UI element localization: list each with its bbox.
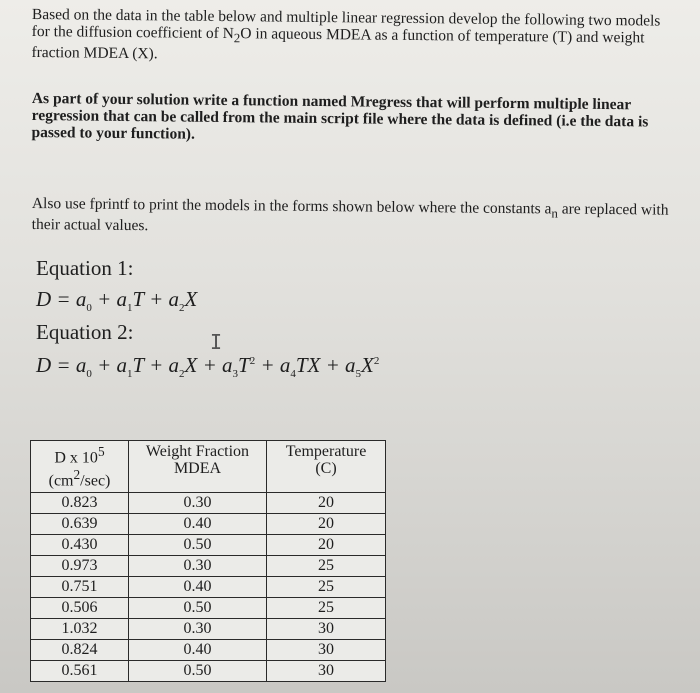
- cell-temp: 30: [267, 660, 386, 681]
- instruction-paragraph: As part of your solution write a function named Mregress that will perform multiple linear regression that can be called from the main script file where the data is defined (i.e the data is passed to your function).: [31, 90, 649, 143]
- cell-weight: 0.30: [129, 618, 267, 639]
- cell-weight: 0.30: [129, 555, 267, 576]
- table-row: [31, 555, 386, 576]
- equation-2-formula: $D = a_0 + a_1T + a_2X + a_3T^2 + a_4TX + a_5X^2$: [36, 353, 380, 381]
- equation-1-formula: $D = a_0 + a_1T + a_2X$: [36, 287, 198, 315]
- table-row: [31, 639, 386, 660]
- cell-temp: 30: [267, 639, 386, 660]
- intro-paragraph: [31, 6, 682, 68]
- table-row: [31, 534, 386, 555]
- cell-diffusion: 0.639: [31, 513, 129, 534]
- table-header-row: [31, 441, 386, 493]
- cell-diffusion: 0.823: [31, 492, 129, 513]
- table-row: [31, 660, 386, 681]
- header-temp-line1: Temperature: [285, 443, 367, 460]
- cell-temp: 25: [267, 576, 386, 597]
- cell-diffusion: 0.751: [31, 576, 129, 597]
- cell-temp: 20: [267, 534, 386, 555]
- table-row: [31, 618, 386, 639]
- equation-2-label: Equation 2:: [36, 320, 134, 344]
- cell-weight: 0.40: [129, 513, 267, 534]
- cell-weight: 0.50: [129, 597, 267, 618]
- cell-temp: 20: [267, 492, 386, 513]
- printf-text-a: Also use fprintf to print the models in the forms shown below where the constants a: [31, 195, 552, 218]
- header-diffusion-line1: D x 10: [54, 449, 98, 467]
- header-diffusion: [31, 441, 129, 493]
- printf-paragraph: [32, 195, 682, 240]
- diffusion-data-table: [30, 440, 386, 682]
- intro-text-b: O in aqueous MDEA as a function of temperature (T) and weight fraction MDEA (X).: [31, 25, 645, 63]
- header-diffusion-unit-b: /sec): [80, 472, 111, 490]
- table-row: [31, 597, 386, 618]
- printf-text-b: are replaced with their actual values.: [31, 200, 669, 235]
- cell-weight: 0.50: [129, 534, 267, 555]
- header-weight-line1: Weight Fraction: [145, 443, 250, 460]
- text-cursor-icon: I: [210, 330, 223, 354]
- header-diffusion-unit-a: (cm: [48, 472, 74, 490]
- cell-diffusion: 0.506: [31, 597, 129, 618]
- header-diffusion-unit-exp: 2: [73, 467, 81, 483]
- table-row: [31, 492, 386, 513]
- cell-weight: 0.40: [129, 639, 267, 660]
- intro-text-a: Based on the data in the table below and multiple linear regression develop the following two models for the diffusion coefficient of N: [31, 6, 661, 43]
- cell-diffusion: 0.973: [31, 555, 129, 576]
- cell-temp: 25: [267, 597, 386, 618]
- header-diffusion-exp: 5: [97, 444, 105, 459]
- cell-temp: 25: [267, 555, 386, 576]
- an-subscript: n: [551, 205, 558, 221]
- cell-weight: 0.30: [129, 492, 267, 513]
- table-row: [31, 576, 386, 597]
- cell-diffusion: 0.561: [31, 660, 129, 681]
- n2o-subscript: 2: [233, 30, 241, 46]
- table-row: [31, 513, 386, 534]
- header-temperature: [267, 441, 386, 493]
- equation-1-label: Equation 1:: [36, 256, 134, 280]
- cell-weight: 0.50: [129, 660, 267, 681]
- header-weight-fraction: [129, 441, 267, 493]
- header-temp-line2: (C): [315, 460, 337, 477]
- header-weight-line2: MDEA: [173, 460, 222, 477]
- cell-diffusion: 0.824: [31, 639, 129, 660]
- cell-weight: 0.40: [129, 576, 267, 597]
- cell-temp: 20: [267, 513, 386, 534]
- cell-diffusion: 0.430: [31, 534, 129, 555]
- cell-temp: 30: [267, 618, 386, 639]
- cell-diffusion: 1.032: [31, 618, 129, 639]
